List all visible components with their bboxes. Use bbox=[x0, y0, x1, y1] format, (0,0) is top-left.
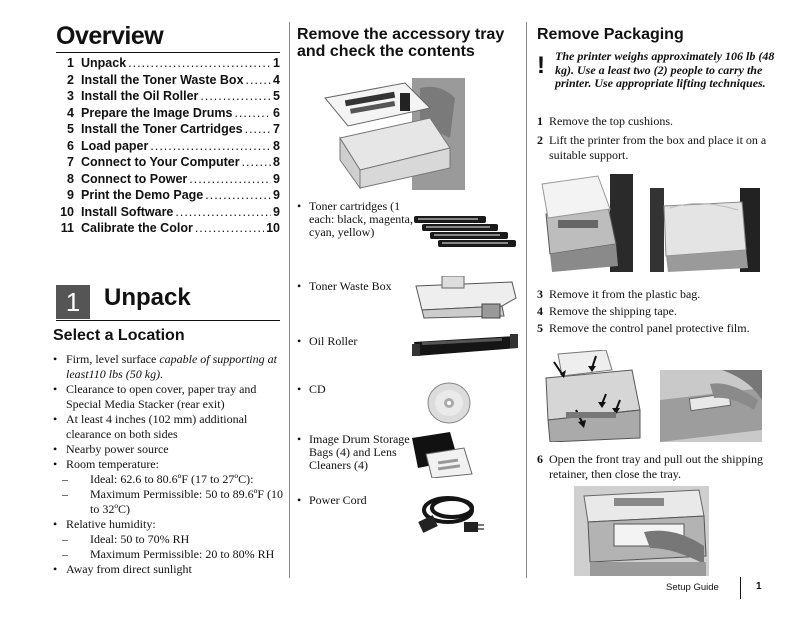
section-title-unpack: Unpack bbox=[104, 284, 191, 311]
toc-page: 8 bbox=[273, 138, 280, 153]
section-number-badge: 1 bbox=[56, 285, 90, 319]
toc-leader-dots bbox=[189, 172, 271, 186]
toc-page: 6 bbox=[273, 105, 280, 120]
toc-number: 6 bbox=[67, 138, 74, 153]
toc-number: 4 bbox=[67, 105, 74, 120]
drum-storage-bags-photo bbox=[408, 430, 478, 478]
warning-icon: ! bbox=[537, 52, 545, 79]
list-item: • Away from direct sunlight bbox=[52, 562, 284, 577]
toc-title: Load paper bbox=[81, 138, 149, 153]
footer-label: Setup Guide bbox=[666, 582, 719, 593]
toc-page: 7 bbox=[273, 122, 280, 136]
toc-number: 10 bbox=[60, 204, 74, 219]
page-number: 1 bbox=[756, 581, 762, 592]
lift-printer-photo-2 bbox=[650, 188, 760, 272]
step-number: 5 bbox=[537, 321, 543, 335]
control-panel-film-photo bbox=[660, 370, 762, 442]
toc-title: Prepare the Image Drums bbox=[81, 105, 233, 120]
power-cord-photo bbox=[414, 488, 486, 540]
toc-page: 9 bbox=[273, 204, 280, 219]
toc-number: 3 bbox=[67, 89, 74, 103]
list-item: • At least 4 inches (102 mm) additional clearance on both sides bbox=[52, 412, 284, 442]
packaging-heading: Remove Packaging bbox=[537, 26, 684, 43]
toc-row bbox=[50, 139, 280, 156]
accessory-item-power-cord: • Power Cord bbox=[297, 494, 419, 507]
step-number: 6 bbox=[537, 452, 543, 466]
cd-photo bbox=[426, 380, 472, 426]
toc-row bbox=[50, 89, 280, 106]
overview-title: Overview bbox=[56, 22, 164, 50]
list-item-text-italic: capable of supporting at least110 lbs (50 kg). bbox=[66, 352, 277, 381]
toc-leader-dots bbox=[205, 188, 271, 202]
accessory-heading bbox=[297, 26, 522, 60]
toc-page: 1 bbox=[273, 56, 280, 70]
step-text: Remove the top cushions. bbox=[549, 114, 673, 128]
lift-printer-photo-1 bbox=[538, 174, 633, 272]
toc-row bbox=[50, 73, 280, 90]
toc-leader-dots bbox=[200, 89, 271, 103]
select-location-heading: Select a Location bbox=[53, 327, 185, 344]
accessory-item-cd: • CD bbox=[297, 383, 419, 396]
toc-leader-dots bbox=[195, 221, 264, 235]
toc-row bbox=[50, 205, 280, 222]
list-item: • Relative humidity: bbox=[52, 517, 284, 532]
toc-leader-dots bbox=[175, 205, 271, 219]
overview-rule bbox=[56, 52, 280, 53]
column-divider-right bbox=[526, 22, 527, 578]
column-divider-left bbox=[289, 22, 290, 578]
step-number: 1 bbox=[537, 114, 543, 128]
toc-number: 5 bbox=[67, 122, 74, 136]
toc-title: Connect to Your Computer bbox=[81, 155, 240, 169]
step-item bbox=[537, 114, 767, 129]
list-item: • Nearby power source bbox=[52, 442, 284, 457]
toc-row bbox=[50, 172, 280, 189]
step-number: 3 bbox=[537, 287, 543, 301]
toc-leader-dots bbox=[128, 56, 271, 70]
toc-row bbox=[50, 56, 280, 73]
accessory-item-oil: • Oil Roller bbox=[297, 335, 419, 348]
step-item bbox=[537, 321, 772, 336]
toc-page: 10 bbox=[266, 221, 280, 235]
toc-title: Install the Toner Waste Box bbox=[81, 72, 244, 87]
toc-page: 9 bbox=[273, 171, 280, 186]
step-item bbox=[537, 133, 767, 163]
toc-title: Install the Toner Cartridges bbox=[81, 122, 243, 136]
step-text: Open the front tray and pull out the shipping retainer, then close the tray. bbox=[549, 452, 763, 481]
toc-row bbox=[50, 221, 280, 238]
accessory-item-drum-bags: • Image Drum Storage Bags (4) and Lens Cleaners (4) bbox=[297, 433, 419, 472]
accessory-item-waste: • Toner Waste Box bbox=[297, 280, 419, 293]
toc-page: 4 bbox=[273, 72, 280, 87]
toc-leader-dots bbox=[234, 106, 271, 120]
accessory-heading-line2: and check the contents bbox=[297, 43, 475, 60]
footer-divider bbox=[740, 577, 741, 599]
toc-leader-dots bbox=[150, 139, 271, 153]
step-item bbox=[537, 304, 772, 319]
toc-title: Install Software bbox=[81, 204, 174, 219]
packaging-steps-1-2 bbox=[537, 114, 767, 163]
toc-row bbox=[50, 106, 280, 123]
toc-page: 8 bbox=[273, 155, 280, 169]
list-subitem: – Maximum Permissible: 20 to 80% RH bbox=[52, 547, 284, 562]
front-tray-photo bbox=[574, 486, 709, 576]
toc-leader-dots bbox=[242, 155, 271, 169]
accessory-tray-photo bbox=[320, 78, 465, 190]
toc-title: Install the Oil Roller bbox=[81, 89, 199, 103]
weight-warning: The printer weighs approximately 106 lb (48 kg). Use a least two (2) people to carry the printer. Use appropriate lifting techniques. bbox=[555, 49, 775, 90]
toc-number: 9 bbox=[67, 188, 74, 202]
location-requirements-list bbox=[52, 352, 284, 577]
packaging-step-6 bbox=[537, 452, 772, 482]
list-item: • Clearance to open cover, paper tray and Special Media Stacker (rear exit) bbox=[52, 382, 284, 412]
toc-page: 5 bbox=[273, 89, 280, 103]
toc-number: 7 bbox=[67, 155, 74, 169]
toc-row bbox=[50, 155, 280, 172]
oil-roller-photo bbox=[412, 332, 520, 360]
toc-leader-dots bbox=[246, 73, 272, 87]
list-subitem: – Ideal: 50 to 70% RH bbox=[52, 532, 284, 547]
toc-page: 9 bbox=[273, 188, 280, 202]
step-text: Remove it from the plastic bag. bbox=[549, 287, 701, 301]
step-item bbox=[537, 287, 772, 302]
packaging-steps-3-5 bbox=[537, 287, 772, 336]
list-subitem: – Ideal: 62.6 to 80.6ºF (17 to 27ºC): bbox=[52, 472, 284, 487]
toc-number: 8 bbox=[67, 171, 74, 186]
toc-row bbox=[50, 188, 280, 205]
list-item-text: Firm, level surface bbox=[66, 352, 160, 366]
step-number: 2 bbox=[537, 133, 543, 147]
table-of-contents bbox=[50, 56, 280, 238]
step-text: Lift the printer from the box and place it on a suitable support. bbox=[549, 133, 767, 162]
toc-leader-dots bbox=[245, 122, 271, 136]
list-subitem: – Maximum Permissible: 50 to 89.6ºF (10 to 32ºC) bbox=[52, 487, 284, 517]
accessory-heading-line1: Remove the accessory tray bbox=[297, 26, 505, 43]
toner-cartridges-photo bbox=[410, 212, 518, 254]
toc-number: 2 bbox=[67, 72, 74, 87]
toc-number: 11 bbox=[60, 221, 74, 235]
toc-row bbox=[50, 122, 280, 139]
toc-title: Connect to Power bbox=[81, 171, 188, 186]
unpack-rule bbox=[56, 320, 280, 321]
step-text: Remove the control panel protective film. bbox=[549, 321, 750, 335]
toc-title: Calibrate the Color bbox=[81, 221, 193, 235]
toner-waste-box-photo bbox=[412, 276, 520, 320]
toc-title: Unpack bbox=[81, 56, 127, 70]
remove-tape-photo bbox=[536, 350, 644, 442]
list-item bbox=[52, 352, 284, 382]
toc-number: 1 bbox=[67, 56, 74, 70]
accessory-item-toner: • Toner cartridges (1 each: black, magenta, cyan, yellow) bbox=[297, 200, 419, 239]
toc-title: Print the Demo Page bbox=[81, 188, 204, 202]
step-item bbox=[537, 452, 772, 482]
step-number: 4 bbox=[537, 304, 543, 318]
step-text: Remove the shipping tape. bbox=[549, 304, 677, 318]
list-item: • Room temperature: bbox=[52, 457, 284, 472]
